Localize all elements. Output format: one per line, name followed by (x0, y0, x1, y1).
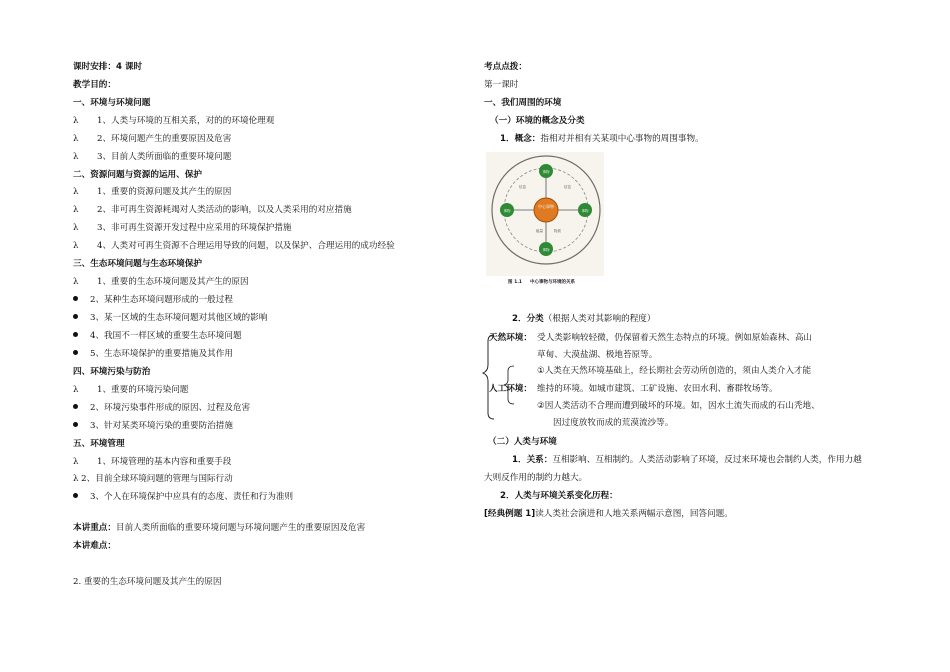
node-label: 事物 (503, 209, 511, 213)
history-label: 2．人类与环境关系变化历程： (500, 491, 618, 501)
relation-line: 大则反作用的制约力越大。 (484, 473, 588, 483)
list-item: 2、环境污染事件形成的原因、过程及危害 (73, 403, 250, 414)
arc-label: 信息 (519, 185, 526, 189)
list-item: 4、我国不一样区域的重要生态环境问题 (73, 331, 242, 342)
list-item: λ 3、目前人类所面临的重要环境问题 (73, 152, 232, 162)
section-title: 二、资源问题与资源的运用、保护 (73, 170, 202, 180)
classify-line: 2．分类（根据人类对其影响的程度） (512, 314, 656, 324)
natural-text: 受人类影响较轻微，仍保留着天然生态特点的环境。例如原始森林、高山 (537, 333, 813, 343)
arc-label: 信息 (564, 185, 571, 189)
list-item: 3、针对某类环境污染的重要防治措施 (73, 421, 233, 432)
center-label: 中心事物 (538, 204, 554, 209)
example-line: [经典例题 1]读人类社会演进和人地关系两幅示意图，回答问题。 (484, 509, 733, 519)
artificial-label: 人工环境： (489, 384, 532, 394)
list-item: λ 1、重要的环境污染问题 (73, 385, 189, 395)
list-item: λ 4、人类对可再生资源不合理运用导致的问题，以及保护、合理运用的成功经验 (73, 241, 395, 251)
heading-1: 一、我们周围的环境 (484, 98, 562, 108)
relation-line: 1．关系：互相影响、互相制约。人类活动影响了环境，反过来环境也会制约人类，作用力越 (512, 455, 862, 465)
environment-diagram (486, 152, 604, 286)
natural-label: 天然环境： (489, 333, 532, 343)
section-title: 五、环境管理 (73, 439, 125, 449)
artificial-text: ②因人类活动不合理而遭到破坏的环境。如，因水土流失而成的石山秃地、 (537, 401, 820, 411)
heading-1-2: （二）人类与环境 (488, 437, 557, 447)
heading-1-1: （一）环境的概念及分类 (490, 116, 585, 126)
list-item: 3、某一区域的生态环境问题对其他区域的影响 (73, 313, 267, 324)
lesson-label: 第一课时 (484, 80, 519, 90)
artificial-text: ①人类在天然环境基础上，经长期社会劳动所创造的，须由人类介入才能 (537, 366, 812, 376)
arc-label: 能量 (536, 229, 543, 233)
caption-text: 中心事物与环境的关系 (530, 280, 575, 285)
list-item: 5、生态环境保护的重要措施及其作用 (73, 349, 233, 360)
list-item: λ 1、重要的资源问题及其产生的原因 (73, 187, 232, 197)
natural-text: 草甸、大漠盐湖、极地苔原等。 (537, 350, 658, 360)
list-item: λ 1、重要的生态环境问题及其产生的原因 (73, 277, 249, 287)
list-item: λ 2、目前全球环境问题的管理与国际行动 (73, 474, 233, 484)
section-title: 四、环境污染与防治 (73, 367, 151, 377)
list-item: 2、某种生态环境问题形成的一般过程 (73, 295, 233, 306)
difficulty-item: 2. 重要的生态环境问题及其产生的原因 (73, 577, 222, 587)
section-title: 三、生态环境问题与生态环境保护 (73, 259, 202, 269)
list-item: λ 1、人类与环境的互相关系，对的的环境伦理观 (73, 116, 275, 126)
list-item: λ 3、非可再生资源开发过程中应采用的环境保护措施 (73, 223, 292, 233)
objectives-title: 教学目的： (73, 80, 116, 90)
node-label: 事物 (542, 170, 550, 174)
artificial-text: 因过度放牧而成的荒漠流沙等。 (553, 418, 674, 428)
list-item: λ 2、非可再生资源耗竭对人类活动的影响，以及人类采用的对应措施 (73, 205, 352, 215)
arc-label: 物质 (554, 229, 561, 233)
artificial-text: 维持的环境。如城市建筑、工矿设施、农田水利、畜群牧场等。 (537, 384, 778, 394)
list-item: λ 2、环境问题产生的重要原因及危害 (73, 134, 232, 144)
node-label: 事物 (542, 248, 550, 252)
list-item: 3、个人在环境保护中应具有的态度、责任和行为准则 (73, 492, 293, 503)
list-item: λ 1、环境管理的基本内容和重要手段 (73, 457, 232, 467)
concept-line: 1．概念：指相对并相有关某项中心事物的周围事物。 (500, 134, 704, 144)
schedule: 课时安排：4 课时 (73, 62, 143, 72)
center-node (534, 198, 558, 222)
section-title: 一、环境与环境问题 (73, 98, 151, 108)
points-title: 考点点拨： (484, 62, 527, 72)
difficulty-label: 本讲难点： (73, 541, 116, 551)
focus-line: 本讲重点：目前人类所面临的重要环境问题与环境问题产生的重要原因及危害 (73, 523, 366, 533)
node-label: 事物 (581, 209, 589, 213)
caption-number: 图 1.1 (508, 280, 523, 285)
